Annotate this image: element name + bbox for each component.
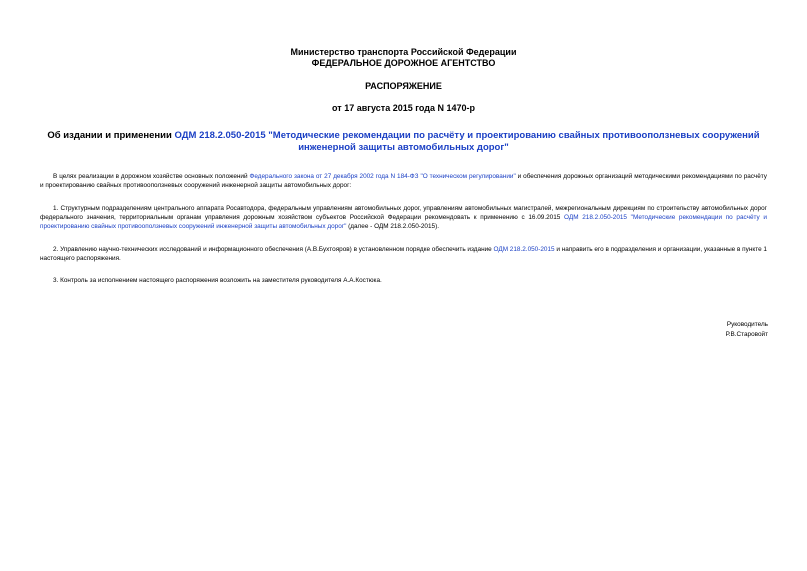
ministry-name: Министерство транспорта Российской Федерации	[290, 47, 517, 57]
title-prefix: Об издании и применении	[47, 130, 175, 141]
paragraph-preamble	[40, 172, 767, 190]
item-1-text-start: 1. Структурным подразделениям центрального аппарата Росавтодора, федеральным управлениям автомобильных дорог, управлениям автомобильных магистралей, межрегиональным дирекциям по строительству автомобильных дорог федерального значения, территориальным органам управления дорожным хозяйством субъектов Российской Федерации рекомендовать к применению с 16.09.2015	[40, 205, 767, 222]
item-1-standard-link[interactable]: ОДМ 218.2.050-2015 "Методические рекомендации по расчёту и проектированию свайных противооползневых сооружений инженерной защиты автомобильных дорог"	[40, 214, 767, 231]
federal-law-link[interactable]: Федерального закона от 27 декабря 2002 года N 184-ФЗ "О техническом регулировании"	[249, 173, 516, 180]
item-3-text: 3. Контроль за исполнением настоящего распоряжения возложить на заместителя руководителя А.А.Костюка.	[53, 277, 382, 284]
signature-position: Руководитель	[726, 321, 768, 328]
signature-name: Р.В.Старовойт	[725, 331, 768, 338]
item-1-text-end: (далее - ОДМ 218.2.050-2015).	[346, 223, 439, 231]
item-2-standard-link[interactable]: ОДМ 218.2.050-2015	[493, 246, 555, 253]
document-date-number: от 17 августа 2015 года N 1470-р	[332, 103, 475, 113]
paragraph-item-1	[40, 204, 767, 232]
preamble-text-start: В целях реализации в дорожном хозяйстве основных положений	[53, 173, 250, 180]
agency-name: ФЕДЕРАЛЬНОЕ ДОРОЖНОЕ АГЕНТСТВО	[311, 58, 496, 68]
title-standard-link[interactable]: ОДМ 218.2.050-2015 "Методические рекомендации по расчёту и проектированию свайных противооползневых сооружений инженерной защиты автомобильных дорог"	[174, 130, 760, 153]
paragraph-item-3	[40, 276, 767, 285]
document-title	[40, 130, 767, 154]
item-2-text-start: 2. Управлению научно-технических исследований и информационного обеспечения (А.В.Бухтояров) в установленном порядке обеспечить издание	[53, 246, 494, 253]
paragraph-item-2	[40, 245, 767, 263]
preamble-text-end: и обеспечения дорожных организаций методическими рекомендациями по расчёту и проектированию свайных противооползневых сооружений инженерной защиты автомобильных дорог:	[40, 173, 767, 190]
item-2-text-end: и направить его в подразделения и организации, указанные в пункте 1 настоящего распоряжения.	[40, 246, 767, 263]
document-type: РАСПОРЯЖЕНИЕ	[365, 81, 442, 91]
